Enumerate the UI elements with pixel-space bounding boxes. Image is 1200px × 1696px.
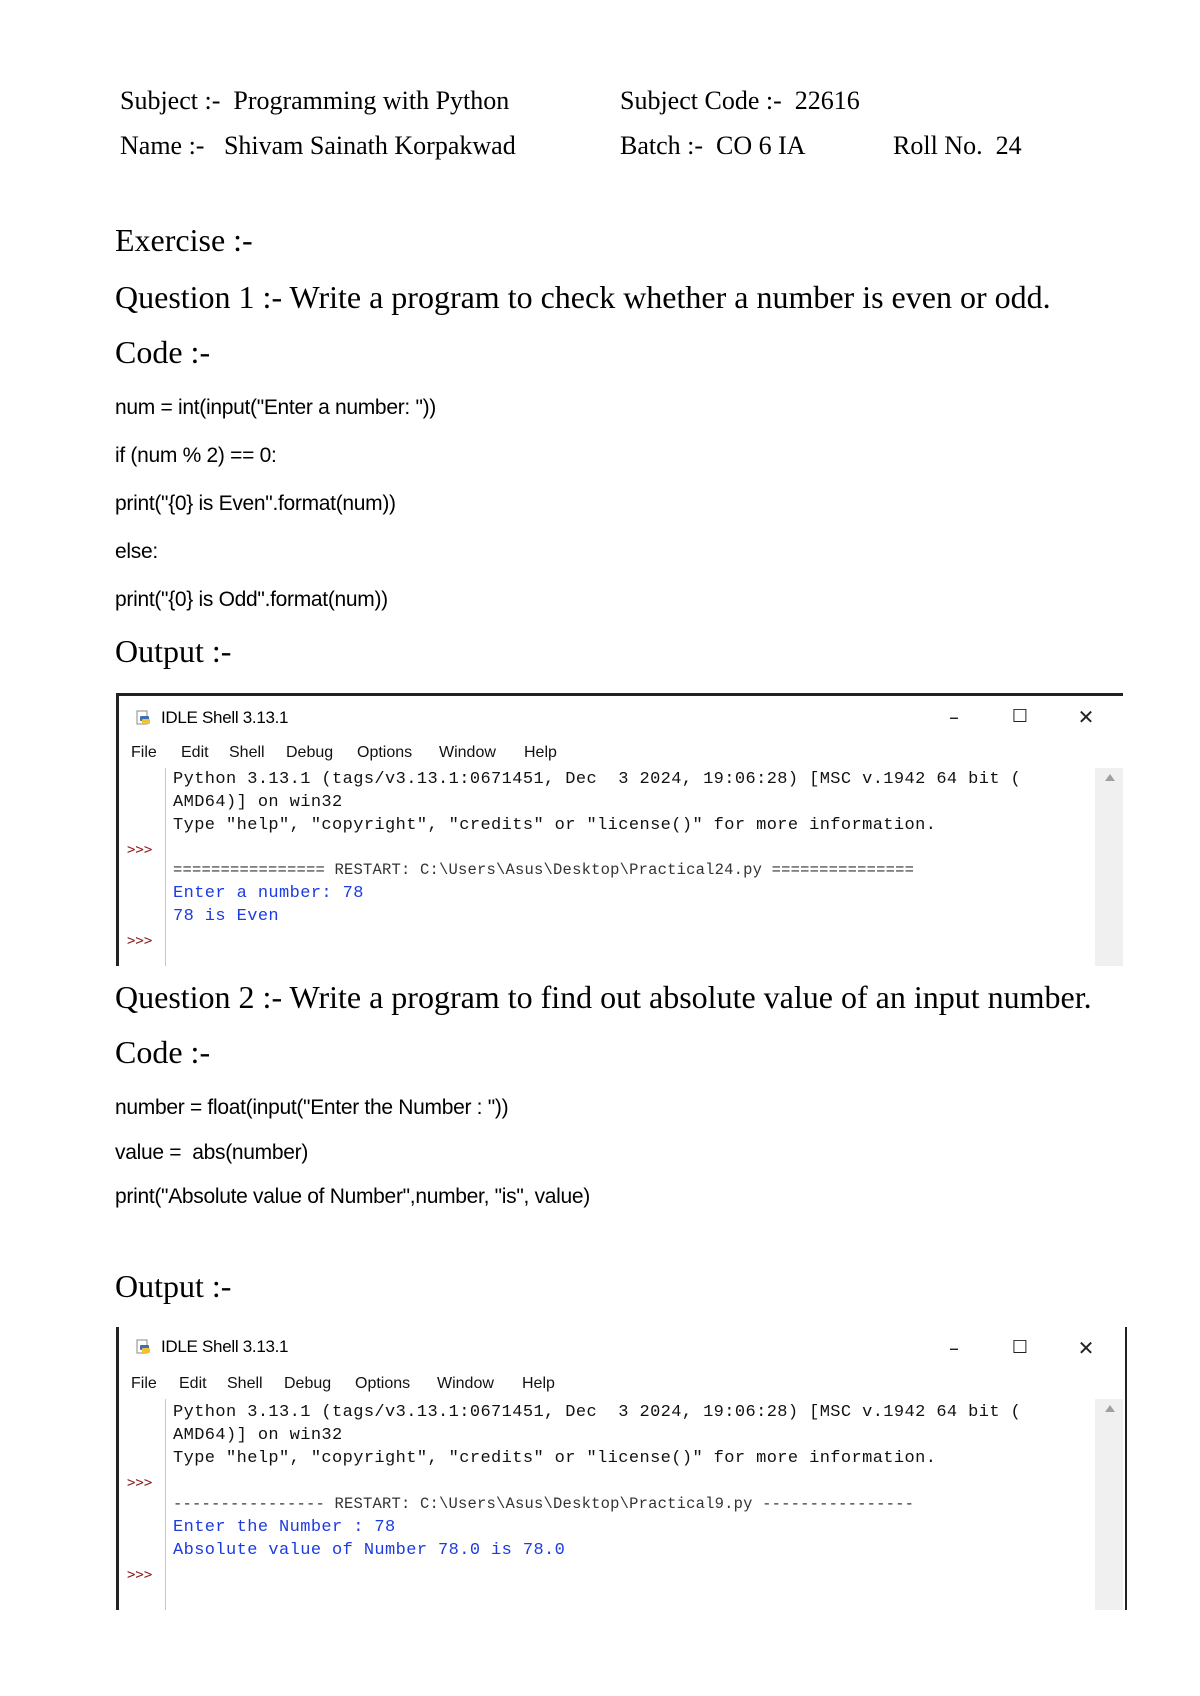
maximize-button[interactable]: ☐ — [1011, 706, 1029, 727]
menu-options[interactable]: Options — [355, 1375, 411, 1392]
subject-code-line: Subject Code :- 22616 — [620, 86, 860, 115]
python-file-icon — [135, 710, 151, 726]
minimize-button[interactable]: – — [949, 705, 959, 729]
idle-shell-screenshot-2 — [116, 1327, 1123, 1610]
shell-prompt: >>> — [127, 1475, 153, 1491]
menu-bar — [119, 1367, 1123, 1397]
idle-shell-screenshot-1 — [116, 693, 1123, 966]
exercise-heading: Exercise :- — [115, 222, 253, 258]
q1-code-line: num = int(input("Enter a number: ")) — [115, 396, 436, 419]
q2-code-line: number = float(input("Enter the Number : ")) — [115, 1096, 509, 1119]
shell-banner-line: Type "help", "copyright", "credits" or "license()" for more information. — [173, 816, 937, 835]
shell-prompt: >>> — [127, 1567, 153, 1583]
q1-code-line: if (num % 2) == 0: — [115, 444, 277, 467]
program-input-line: Enter a number: 78 — [173, 884, 364, 903]
menu-debug[interactable]: Debug — [284, 1375, 332, 1392]
menu-file[interactable]: File — [131, 1375, 157, 1392]
menu-shell[interactable]: Shell — [229, 744, 265, 761]
window-title: IDLE Shell 3.13.1 — [161, 708, 289, 727]
q2-code-line: value = abs(number) — [115, 1141, 309, 1164]
program-output-line: 78 is Even — [173, 907, 280, 926]
shell-banner-line: Python 3.13.1 (tags/v3.13.1:0671451, Dec 3 2024, 19:06:28) [MSC v.1942 64 bit ( — [173, 770, 1022, 789]
shell-banner-line: Type "help", "copyright", "credits" or "license()" for more information. — [173, 1449, 937, 1468]
minimize-button[interactable]: – — [949, 1336, 959, 1360]
scroll-up-arrow-icon[interactable] — [1105, 1405, 1115, 1412]
menu-window[interactable]: Window — [437, 1375, 494, 1392]
program-output-line: Absolute value of Number 78.0 is 78.0 — [173, 1541, 566, 1560]
window-title: IDLE Shell 3.13.1 — [161, 1337, 289, 1356]
window-edge — [1125, 1327, 1127, 1610]
student-name-line: Name :- Shivam Sainath Korpakwad — [120, 131, 516, 160]
python-file-icon — [135, 1339, 151, 1355]
q2-code-line: print("Absolute value of Number",number, "is", value) — [115, 1185, 590, 1208]
batch-line: Batch :- CO 6 IA — [620, 131, 806, 160]
close-button[interactable]: ✕ — [1077, 1336, 1095, 1360]
menu-debug[interactable]: Debug — [286, 744, 334, 761]
shell-prompt: >>> — [127, 933, 153, 949]
subject-line: Subject :- Programming with Python — [120, 86, 510, 115]
q1-output-label: Output :- — [115, 633, 232, 669]
menu-bar — [119, 736, 1123, 766]
shell-banner-line: AMD64)] on win32 — [173, 1426, 343, 1445]
q1-code-line: else: — [115, 540, 158, 563]
shell-prompt: >>> — [127, 842, 153, 858]
vertical-scrollbar[interactable] — [1095, 768, 1123, 966]
menu-window[interactable]: Window — [439, 744, 496, 761]
q2-code-label: Code :- — [115, 1034, 211, 1070]
roll-number-line: Roll No. 24 — [893, 131, 1022, 160]
shell-banner-line: Python 3.13.1 (tags/v3.13.1:0671451, Dec 3 2024, 19:06:28) [MSC v.1942 64 bit ( — [173, 1403, 1022, 1422]
menu-options[interactable]: Options — [357, 744, 413, 761]
q1-code-line: print("{0} is Odd".format(num)) — [115, 588, 388, 611]
maximize-button[interactable]: ☐ — [1011, 1337, 1029, 1358]
q1-code-label: Code :- — [115, 334, 211, 370]
menu-edit[interactable]: Edit — [181, 744, 209, 761]
scroll-up-arrow-icon[interactable] — [1105, 774, 1115, 781]
restart-line: ================ RESTART: C:\Users\Asus\Desktop\Practical24.py =============== — [173, 861, 915, 879]
shell-banner-line: AMD64)] on win32 — [173, 793, 343, 812]
menu-shell[interactable]: Shell — [227, 1375, 263, 1392]
program-input-line: Enter the Number : 78 — [173, 1518, 396, 1537]
menu-help[interactable]: Help — [524, 744, 557, 761]
question-2: Question 2 :- Write a program to find out absolute value of an input number. — [115, 979, 1092, 1015]
q2-output-label: Output :- — [115, 1268, 232, 1304]
menu-help[interactable]: Help — [522, 1375, 555, 1392]
question-1: Question 1 :- Write a program to check whether a number is even or odd. — [115, 279, 1051, 315]
restart-line: ---------------- RESTART: C:\Users\Asus\Desktop\Practical9.py ---------------- — [173, 1495, 915, 1513]
close-button[interactable]: ✕ — [1077, 705, 1095, 729]
menu-edit[interactable]: Edit — [179, 1375, 207, 1392]
menu-file[interactable]: File — [131, 744, 157, 761]
vertical-scrollbar[interactable] — [1095, 1399, 1123, 1610]
q1-code-line: print("{0} is Even".format(num)) — [115, 492, 396, 515]
